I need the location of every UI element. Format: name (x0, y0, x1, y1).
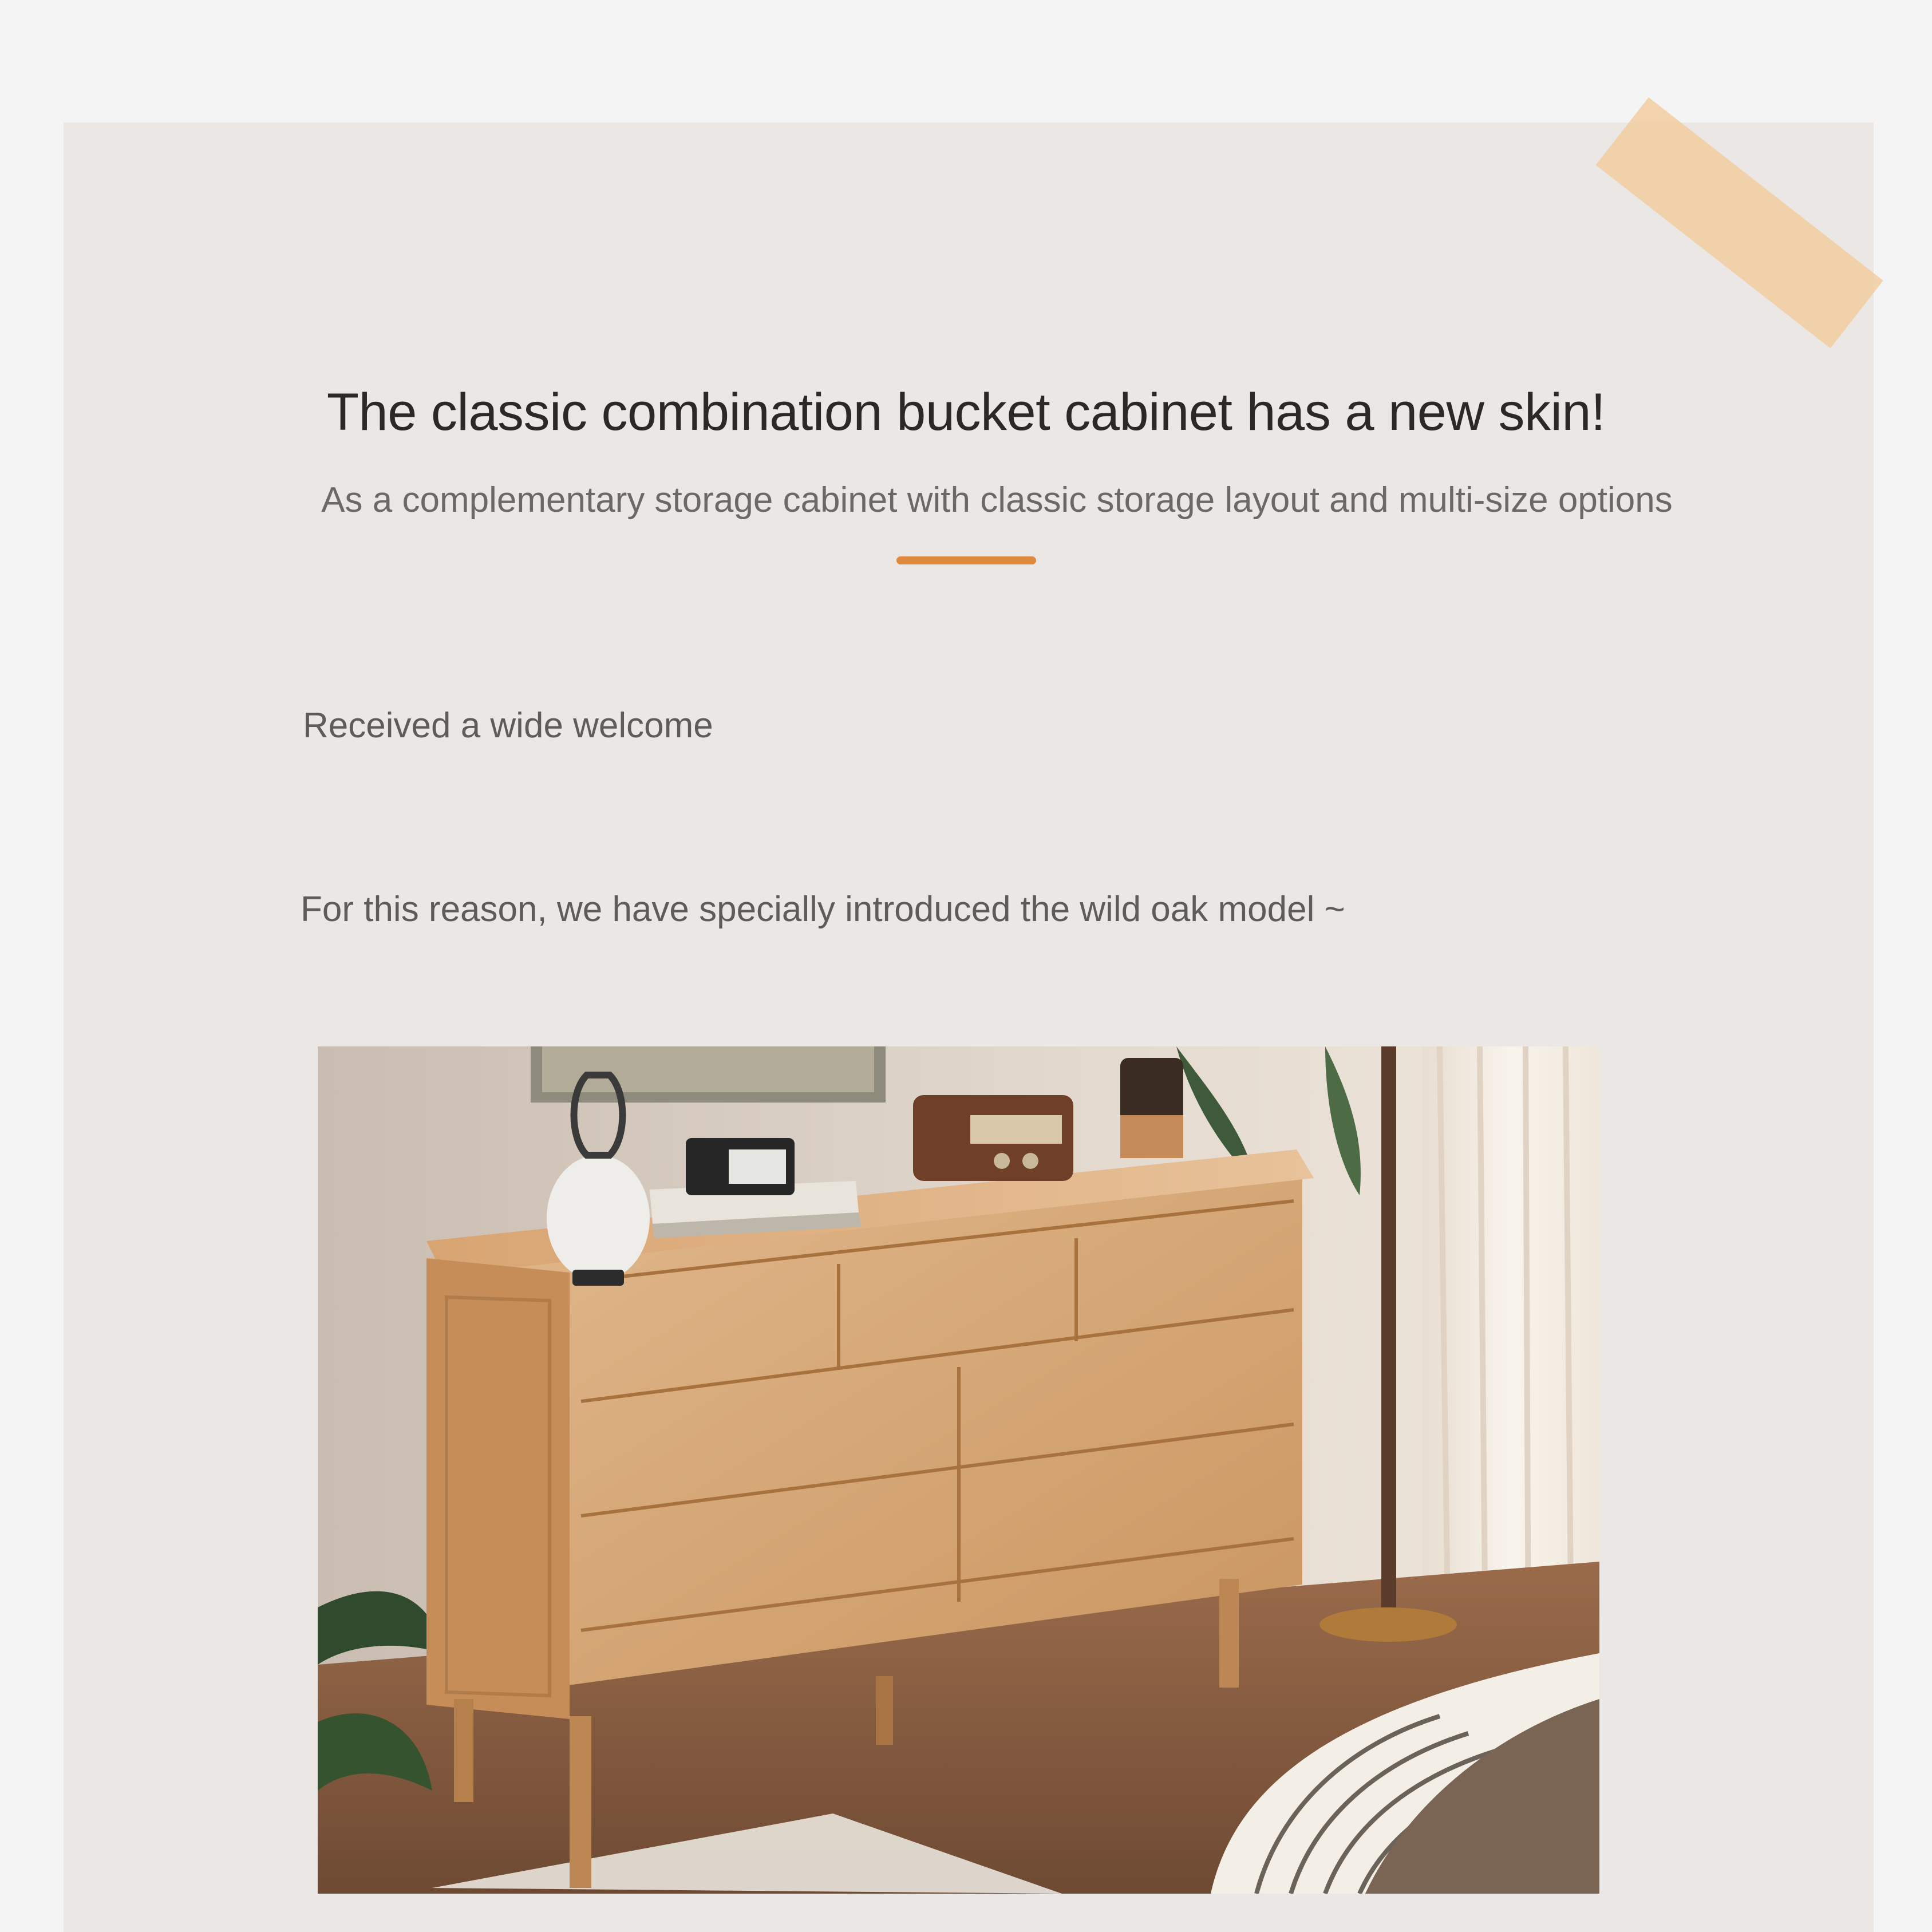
page-subtitle: As a complementary storage cabinet with classic storage layout and multi-size options (321, 480, 1673, 520)
intro-text-oak-model: For this reason, we have specially introduced the wild oak model ~ (301, 890, 1345, 929)
product-photo (318, 1046, 1599, 1894)
accent-divider (896, 556, 1036, 564)
page-title: The classic combination bucket cabinet has a new skin! (326, 383, 1606, 441)
intro-text-welcome: Received a wide welcome (303, 706, 713, 745)
oak-dresser-illustration (318, 1046, 1599, 1894)
